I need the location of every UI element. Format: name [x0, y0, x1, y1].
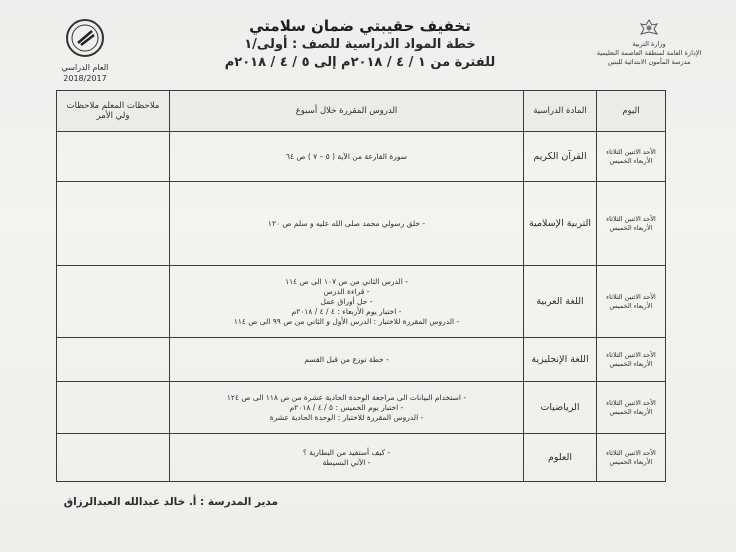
row-subject: القرآن الكريم: [524, 132, 597, 182]
row-notes: [57, 434, 170, 482]
table-row: [57, 338, 666, 382]
row-lessons: [170, 182, 524, 266]
lesson-item: - الدروس المقررة للاختبار : الوحدة الحادية عشرة: [269, 412, 424, 422]
row-subject: الرياضيات: [524, 382, 597, 434]
year-block: [30, 18, 140, 84]
ministry-header: [584, 18, 714, 67]
ministry-name: وزارة التربية: [632, 40, 666, 48]
lesson-item: - استخدام البيانات الى مراجعة الوحدة الحادية عشرة من ص ١١٨ الى ص ١٢٤: [226, 392, 467, 402]
lesson-item: - الآتي البسيطة: [322, 457, 371, 467]
header-subject: المادة الدراسية: [524, 91, 597, 132]
row-notes: [57, 132, 170, 182]
row-notes: [57, 382, 170, 434]
row-lessons: [170, 382, 524, 434]
table-row: [57, 434, 666, 482]
lessons-table: [56, 90, 666, 482]
lesson-item: - حل أوراق عمل: [320, 296, 373, 306]
plan-title: خطة المواد الدراسية للصف : أولى/١: [244, 37, 476, 52]
school-seal-icon: [65, 18, 105, 58]
header-day: اليوم: [597, 91, 666, 132]
kuwait-emblem-icon: [638, 18, 660, 38]
row-lessons: [170, 338, 524, 382]
row-days: الأحد الاثنين الثلاثاء الأربعاء الخميس: [597, 338, 666, 382]
page-title: تخفيف حقيبتي ضمان سلامتي: [249, 17, 471, 35]
lesson-item: - اختبار يوم الأربعاء : ٤ / ٤ / ٢٠١٨م: [291, 306, 402, 316]
title-block: [210, 16, 510, 72]
school-name: مدرسة المأمون الابتدائية للبنين: [607, 58, 691, 66]
row-notes: [57, 266, 170, 338]
lesson-item: - خلق رسولي محمد صلى الله عليه و سلم ص ١٢٠: [267, 218, 426, 228]
directorate-name: الإدارة العامة لمنطقة العاصمة التعليمية: [596, 49, 702, 57]
header-lessons: الدروس المقررة خلال أسبوع: [170, 91, 524, 132]
lesson-item: - خطة توزع من قبل القسم: [304, 354, 389, 364]
row-subject: اللغة الإنجليزية: [524, 338, 597, 382]
row-days: الأحد الاثنين الثلاثاء الأربعاء الخميس: [597, 182, 666, 266]
lesson-item: - قراءة الدرس: [323, 286, 370, 296]
row-notes: [57, 338, 170, 382]
row-notes: [57, 182, 170, 266]
row-subject: التربية الإسلامية: [524, 182, 597, 266]
row-days: الأحد الاثنين الثلاثاء الأربعاء الخميس: [597, 266, 666, 338]
row-days: الأحد الاثنين الثلاثاء الأربعاء الخميس: [597, 434, 666, 482]
lesson-item: - الدرس الثاني من ص ١٠٧ الى ص ١١٤: [285, 276, 408, 286]
row-days: الأحد الاثنين الثلاثاء الأربعاء الخميس: [597, 132, 666, 182]
principal-signature-line: مدير المدرسة : أ. خالد عبدالله العبدالرزاق: [63, 496, 278, 508]
lesson-item: سورة القارعة من الآية ( ٥ – ٧ ) ص ٦٤: [285, 151, 408, 161]
lesson-item: - الدروس المقررة للاختبار : الدرس الأول و الثاني من ص ٩٩ الى ص ١١٤: [233, 316, 460, 326]
lesson-item: - اختبار يوم الخميس : ٥ / ٤ / ٢٠١٨م: [289, 402, 404, 412]
header-notes: ملاحظات المعلم ملاحظات ولي الأمر: [57, 91, 170, 132]
table-header-row: [57, 91, 666, 132]
row-lessons: [170, 132, 524, 182]
row-subject: اللغة العربية: [524, 266, 597, 338]
row-lessons: [170, 266, 524, 338]
lesson-item: - كيف أستفيد من البطارية ؟: [302, 447, 391, 457]
table-row: [57, 382, 666, 434]
table-row: [57, 266, 666, 338]
year-label: العام الدراسي: [61, 63, 109, 72]
row-days: الأحد الاثنين الثلاثاء الأربعاء الخميس: [597, 382, 666, 434]
year-value: 2018/2017: [63, 74, 107, 83]
period-title: للفترة من ١ / ٤ / ٢٠١٨م إلى ٥ / ٤ / ٢٠١٨م: [224, 55, 496, 70]
row-subject: العلوم: [524, 434, 597, 482]
table-row: [57, 132, 666, 182]
table-row: [57, 182, 666, 266]
row-lessons: [170, 434, 524, 482]
